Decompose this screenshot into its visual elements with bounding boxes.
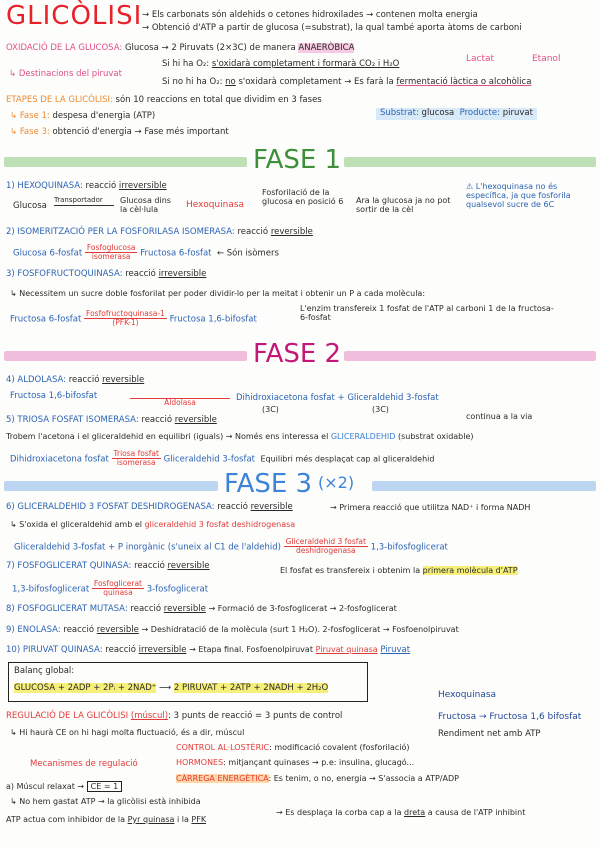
r10-to: Piruvat	[380, 645, 411, 655]
r1-type: reacció	[85, 181, 117, 191]
punt-fructosa: Fructosa → Fructosa 1,6 bifosfat	[438, 712, 582, 722]
fase1-bar-right	[344, 157, 596, 167]
r4-3c-b: (3C)	[372, 405, 389, 414]
fase1-summary-label: ↳ Fase 1:	[10, 111, 50, 121]
fase1-summary	[10, 112, 155, 122]
balanc-eq: GLUCOSA + 2ADP + 2Pᵢ + 2NAD⁺ ⟶ 2 PIRUVAT + 2ATP + 2NADH + 2H₂O	[14, 683, 329, 693]
fase3-summary-text: obtenció d'energia → Fase més important	[52, 127, 229, 137]
r10-rev: irreversible	[138, 645, 187, 655]
r1-rev: irreversible	[118, 181, 167, 191]
r2-rev: reversible	[270, 227, 313, 237]
fase3-summary	[10, 128, 229, 138]
ctrl-carrega-text: : Es tenim, o no, energia → S'associa a ATP/ADP	[268, 774, 459, 783]
r6-desc	[10, 520, 295, 529]
r7-from: 1,3-bifosfoglicerat	[12, 584, 90, 595]
anaerobia-tag: ANAERÒBICA	[298, 43, 355, 53]
r7-enzim-top: Fosfoglicerat	[93, 579, 142, 588]
r7-to: 3-fosfoglicerat	[146, 584, 209, 595]
r7-note-a: El fosfat es transfereix i obtenim la	[280, 566, 421, 575]
r1-glucosa: Glucosa	[13, 201, 47, 211]
r6-desc-a: ↳ S'oxida el gliceraldehid amb el	[10, 520, 142, 529]
r5-rev: reversible	[174, 415, 217, 425]
r2-title-line	[6, 228, 313, 238]
r5-title: 5) TRIOSA FOSFAT ISOMERASA:	[6, 415, 139, 425]
regulacio-title: REGULACIÓ DE LA GLICÒLISI	[6, 711, 129, 721]
r3-to: Fructosa 1,6-bifosfat	[169, 314, 257, 325]
regulacio-desc: : 3 punts de reacció = 3 punts de control	[168, 711, 343, 721]
r5-continua: continua a la via	[466, 412, 533, 421]
fase3-bar-right	[372, 481, 596, 491]
r7-enzim	[92, 580, 144, 598]
etapes-desc: són 10 reaccions en total que dividim en 3 fases	[115, 95, 322, 105]
relaxat-desc: ↳ No hem gastat ATP → la glicòlisi està inhibida	[10, 797, 201, 806]
r6-desc-enzim: gliceraldehid 3 fosfat deshidrogenasa	[144, 520, 296, 529]
r10-type: reacció	[105, 645, 136, 655]
r7-note	[280, 566, 518, 575]
r5-title-line	[6, 416, 217, 426]
r2-enzim	[85, 244, 138, 262]
r5-enzim-bottom: isomerasa	[116, 458, 156, 468]
etapes-label: ETAPES DE LA GLICÒLISI:	[6, 95, 113, 105]
fermentacio-text: fermentació làctica o alcohòlica	[396, 77, 532, 87]
destinacions-label: ↳ Destinacions del piruvat	[9, 69, 122, 79]
r6-to: 1,3-bifosfoglicerat	[370, 542, 448, 553]
r8-title: 8) FOSFOGLICERAT MUTASA:	[6, 604, 128, 614]
r1-transport: Transportador	[54, 196, 103, 204]
r1-result: Ara la glucosa ja no pot sortir de la cèl	[356, 196, 451, 215]
atp-inhibidor-c: i la	[176, 815, 189, 824]
r4-to: Dihidroxiacetona fosfat + Gliceraldehid 3-fosfat	[236, 393, 439, 403]
etapes-line	[6, 96, 322, 106]
no-o2-text: s'oxidarà completament → Es farà la	[238, 77, 394, 87]
r6-title: 6) GLICERALDEHID 3 FOSFAT DESHIDROGENASA:	[6, 502, 215, 512]
r1-glucosa-dins: Glucosa dins la cèl·lula	[120, 196, 171, 215]
r4-type: reacció	[68, 375, 100, 385]
r9-line	[6, 625, 459, 636]
si-o2-line	[162, 60, 399, 70]
r3-type: reacció	[125, 269, 156, 279]
r6-note: → Primera reacció que utilitza NAD⁺ i forma NADH	[330, 503, 531, 512]
substrat-value: glucosa	[421, 108, 455, 118]
ctrl-hormones-text: : mitjançant quinases → p.e: insulina, glucagó...	[223, 758, 415, 767]
muscul-relaxat	[6, 782, 122, 791]
atp-inhibidor-pyr: Pyr quinasa	[127, 815, 175, 824]
r3-from: Fructosa 6-fosfat	[10, 314, 82, 325]
r10-line	[6, 645, 410, 656]
fase1-bar-left	[4, 157, 247, 167]
r4-rev: reversible	[102, 375, 145, 385]
fase2-bar-left	[4, 351, 247, 361]
r5-enzim-top: Triosa fosfat	[113, 449, 159, 458]
regulacio-line	[6, 712, 342, 722]
ctrl-allosteric-text: : modificació covalent (fosforilació)	[269, 743, 410, 752]
r3-rev: irreversible	[158, 269, 207, 279]
r1-fosforilacio: Fosforilació de la glucosa en posició 6	[262, 188, 344, 207]
regulacio-hi-haura: ↳ Hi haurà CE on hi hagi molta fluctuació, és a dir, múscul	[10, 728, 245, 737]
r6-rev: reversible	[250, 502, 293, 512]
fase3-heading: FASE 3	[224, 469, 313, 499]
punt-rendiment: Rendiment net amb ATP	[438, 729, 541, 739]
r5-eq	[10, 450, 434, 468]
r3-note: L'enzim transfereix 1 fosfat de l'ATP al carboni 1 de la fructosa-6-fosfat	[300, 304, 554, 323]
r1-note: ⚠ L'hexoquinasa no és específica, ja que fosforila qualsevol sucre de 6C	[466, 182, 571, 210]
r9-title: 9) ENOLASA:	[6, 625, 61, 635]
r6-enzim-bottom: deshidrogenasa	[295, 546, 356, 556]
ctrl-hormones-label: HORMONES	[176, 758, 224, 767]
r5-type: reacció	[141, 415, 173, 425]
substrat-producte-box	[376, 108, 537, 120]
r6-title-line	[6, 503, 293, 513]
r7-rev: reversible	[167, 561, 210, 571]
r2-enzim-bottom: isomerasa	[91, 252, 131, 262]
r4-enzim: Aldolasa	[130, 398, 230, 408]
fase3-bar-left	[4, 481, 218, 491]
header-desc-2: → Obtenció d'ATP a partir de glucosa (=substrat), la qual també aporta àtoms de carboni	[142, 23, 522, 33]
r6-enzim-top: Gliceraldehid 3 fosfat	[285, 537, 366, 546]
r6-from: Gliceraldehid 3-fosfat + P inorgànic (s'uneix al C1 de l'aldehid)	[14, 542, 281, 553]
r5-from: Dihidroxiacetona fosfat	[10, 454, 109, 465]
etanol-label: Etanol	[532, 54, 561, 64]
r7-enzim-bottom: quinasa	[103, 588, 133, 598]
fase1-heading: FASE 1	[253, 145, 342, 175]
r2-eq	[13, 244, 279, 262]
r8-type: reacció	[130, 604, 162, 614]
oxidacio-eq: Glucosa → 2 Piruvats (2×3C) de manera	[124, 43, 296, 53]
r6-type: reacció	[217, 502, 248, 512]
ctrl-hormones	[176, 758, 414, 767]
producte-value: piruvat	[502, 108, 533, 118]
si-o2-label: Si hi ha O₂:	[162, 59, 210, 69]
atp-inhibidor-a: ATP actua com inhibidor de la	[6, 815, 126, 824]
lactat-label: Lactat	[466, 54, 495, 64]
corba-desc	[276, 808, 525, 817]
ce-box: CE = 1	[87, 781, 123, 792]
fase3-mult: (×2)	[318, 473, 355, 492]
no-o2-no: no	[225, 77, 236, 87]
r4-3c-a: (3C)	[262, 405, 279, 414]
r10-title: 10) PIRUVAT QUINASA:	[6, 645, 103, 655]
corba-desc-b: a causa de l'ATP inhibint	[427, 808, 526, 817]
r3-title: 3) FOSFOFRUCTOQUINASA:	[6, 269, 123, 279]
r8-rev: reversible	[163, 604, 206, 614]
balanc-label: Balanç global:	[14, 666, 75, 676]
mecanismes-label: Mecanismes de regulació	[30, 759, 138, 769]
r9-rev: reversible	[96, 625, 139, 635]
r3-title-line	[6, 270, 206, 280]
r5-desc-a: Trobem l'acetona i el gliceraldehid en equilibri (iguals) → Només ens interessa el	[6, 432, 329, 441]
r4-from: Fructosa 1,6-bifosfat	[10, 391, 98, 401]
balanc-reactius: GLUCOSA + 2ADP + 2Pᵢ + 2NAD⁺	[14, 683, 157, 693]
muscul-relaxat-label: a) Múscul relaxat →	[6, 782, 85, 791]
r6-enzim	[284, 538, 368, 556]
r3-enzim	[84, 310, 167, 328]
r5-to: Gliceraldehid 3-fosfat	[163, 454, 256, 465]
r3-desc: ↳ Necessitem un sucre doble fosforilat per poder dividir-lo per la meitat i obtenir un P a cada molècula:	[10, 289, 426, 298]
atp-inhibidor	[6, 815, 206, 824]
r9-desc: → Deshidratació de la molècula (surt 1 H₂O). 2-fosfoglicerat → Fosfoenolpiruvat	[141, 625, 459, 634]
r5-equilibri: Equilibri més desplaçat cap al gliceraldehid	[260, 454, 435, 464]
fase1-summary-text: despesa d'energia (ATP)	[52, 111, 156, 121]
r7-type: reacció	[134, 561, 165, 571]
r2-from: Glucosa 6-fosfat	[13, 248, 83, 259]
r2-type: reacció	[237, 227, 269, 237]
si-o2-text: s'oxidarà completament i formarà CO₂ i H₂O	[211, 59, 400, 69]
r9-type: reacció	[63, 625, 95, 635]
r4-title-line	[6, 376, 144, 386]
fase2-heading: FASE 2	[253, 339, 342, 369]
r1-title-line	[6, 182, 167, 192]
r3-enzim-bottom: (PFK-1)	[112, 318, 139, 328]
regulacio-muscul: (múscul)	[130, 711, 169, 721]
r10-desc: → Etapa final. Fosfoenolpiruvat	[189, 645, 313, 654]
r3-enzim-top: Fosfofructoquinasa-1	[86, 309, 165, 318]
r10-enzim: Piruvat quinasa	[315, 645, 378, 654]
fase3-summary-label: ↳ Fase 3:	[10, 127, 50, 137]
r1-title: 1) HEXOQUINASA:	[6, 181, 83, 191]
r8-desc: → Formació de 3-fosfoglicerat → 2-fosfoglicerat	[208, 604, 397, 613]
ctrl-carrega-label: CÀRREGA ENERGÈTICA	[176, 774, 269, 783]
r1-arrow	[54, 205, 114, 206]
atp-inhibidor-pfk: PFK	[191, 815, 207, 824]
r4-title: 4) ALDOLASA:	[6, 375, 67, 385]
r6-eq	[14, 538, 448, 556]
ctrl-allosteric-label: CONTROL AL·LOSTÈRIC	[176, 743, 270, 752]
producte-label: Producte:	[459, 108, 500, 118]
r2-title: 2) ISOMERITZACIÓ PER LA FOSFORILASA ISOMERASA:	[6, 227, 235, 237]
ctrl-carrega	[176, 774, 459, 783]
r2-isomers: ← Són isòmers	[216, 248, 279, 259]
fase2-bar-right	[344, 351, 596, 361]
corba-desc-a: → Es desplaça la corba cap a la	[276, 808, 402, 817]
r5-desc-c: (substrat oxidable)	[397, 432, 474, 441]
r2-to: Fructosa 6-fosfat	[140, 248, 212, 259]
r8-line	[6, 604, 397, 615]
oxidacio-label: OXIDACIÓ DE LA GLUCOSA:	[6, 43, 123, 53]
r5-enzim	[112, 450, 161, 468]
oxidacio-line	[6, 44, 354, 54]
punt-hexoquinasa: Hexoquinasa	[438, 690, 497, 700]
no-o2-line	[162, 78, 531, 88]
r7-note-atp: primera molècula d'ATP	[422, 566, 518, 575]
r7-eq	[12, 580, 208, 598]
no-o2-label: Si no hi ha O₂:	[162, 77, 223, 87]
ctrl-allosteric	[176, 743, 410, 752]
r1-enzim: Hexoquinasa	[186, 200, 245, 210]
r5-desc	[6, 432, 474, 441]
header-desc-1: → Els carbonats són aldehids o cetones hidroxilades → contenen molta energia	[142, 10, 478, 20]
r7-title-line	[6, 562, 210, 572]
substrat-label: Substrat:	[380, 108, 419, 118]
r5-gliceraldehid: GLICERALDEHID	[330, 432, 396, 441]
r2-enzim-top: Fosfoglucosa	[86, 243, 136, 252]
page-title: GLICÒLISI	[6, 1, 143, 31]
r7-title: 7) FOSFOGLICERAT QUINASA:	[6, 561, 132, 571]
r3-eq	[10, 310, 257, 328]
corba-dreta: dreta	[404, 808, 426, 817]
balanc-productes: 2 PIRUVAT + 2ATP + 2NADH + 2H₂O	[173, 683, 329, 693]
